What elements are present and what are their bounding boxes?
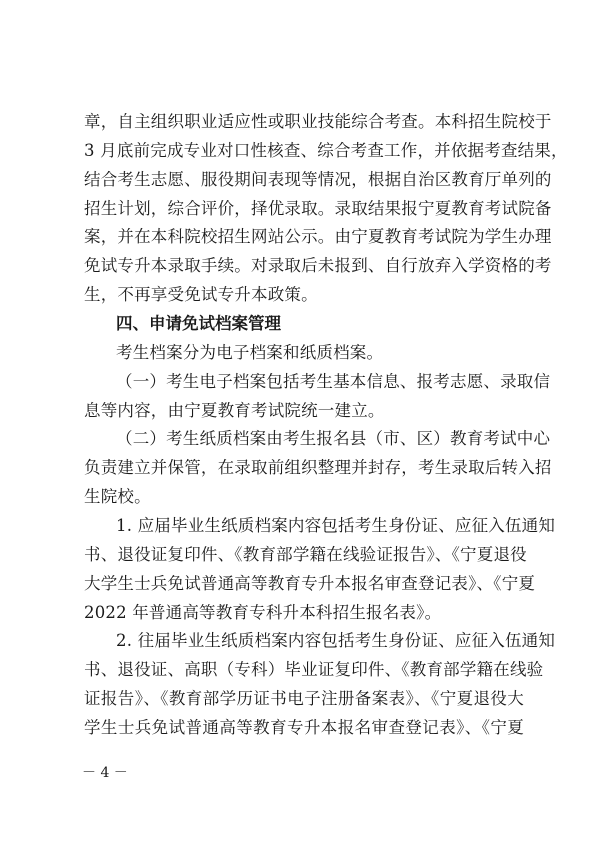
body-line: 生院校。 <box>84 487 151 506</box>
body-line: 1. 应届毕业生纸质档案内容包括考生身份证、应征入伍通知 <box>116 516 556 535</box>
body-line: 2022 年普通高等教育专科升本科招生报名表》。 <box>84 603 442 622</box>
body-line: 证报告》、《教育部学历证书电子注册备案表》、《宁夏退役大 <box>84 689 524 708</box>
body-line: 免试专升本录取手续。对录取后未报到、自行放弃入学资格的考 <box>84 256 552 275</box>
body-line: 案，并在本科院校招生网站公示。由宁夏教育考试院为学生办理 <box>84 227 552 246</box>
body-line: 负责建立并保管，在录取前组织整理并封存，考生录取后转入招 <box>84 458 552 477</box>
body-line: （一）考生电子档案包括考生基本信息、报考志愿、录取信 <box>116 372 551 391</box>
section-heading: 四、申请免试档案管理 <box>116 314 281 333</box>
body-line: 章，自主组织职业适应性或职业技能综合考查。本科招生院校于 <box>84 112 552 131</box>
body-line: 书、退役证复印件、《教育部学籍在线验证报告》、《宁夏退役 <box>84 545 527 564</box>
body-line: 大学生士兵免试普通高等教育专升本报名审查登记表》、《宁夏 <box>84 574 536 593</box>
body-line: 招生计划，综合评价，择优录取。录取结果报宁夏教育考试院备 <box>84 199 552 218</box>
body-line: 3 月底前完成专业对口性核查、综合考查工作，并依据考查结果， <box>84 141 568 160</box>
body-line: 生，不再享受免试专升本政策。 <box>84 285 318 304</box>
body-line: 息等内容，由宁夏教育考试院统一建立。 <box>84 401 385 420</box>
body-line: 学生士兵免试普通高等教育专升本报名审查登记表》、《宁夏 <box>84 718 524 737</box>
body-line: 2. 往届毕业生纸质档案内容包括考生身份证、应征入伍通知 <box>116 631 556 650</box>
body-line: 考生档案分为电子档案和纸质档案。 <box>116 343 384 362</box>
body-line: 结合考生志愿、服役期间表现等情况，根据自治区教育厅单列的 <box>84 170 552 189</box>
body-line: 书、退役证、高职（专科）毕业证复印件、《教育部学籍在线验 <box>84 660 544 679</box>
body-line: （二）考生纸质档案由考生报名县（市、区）教育考试中心 <box>116 429 551 448</box>
page-number: － 4 － <box>82 765 128 781</box>
